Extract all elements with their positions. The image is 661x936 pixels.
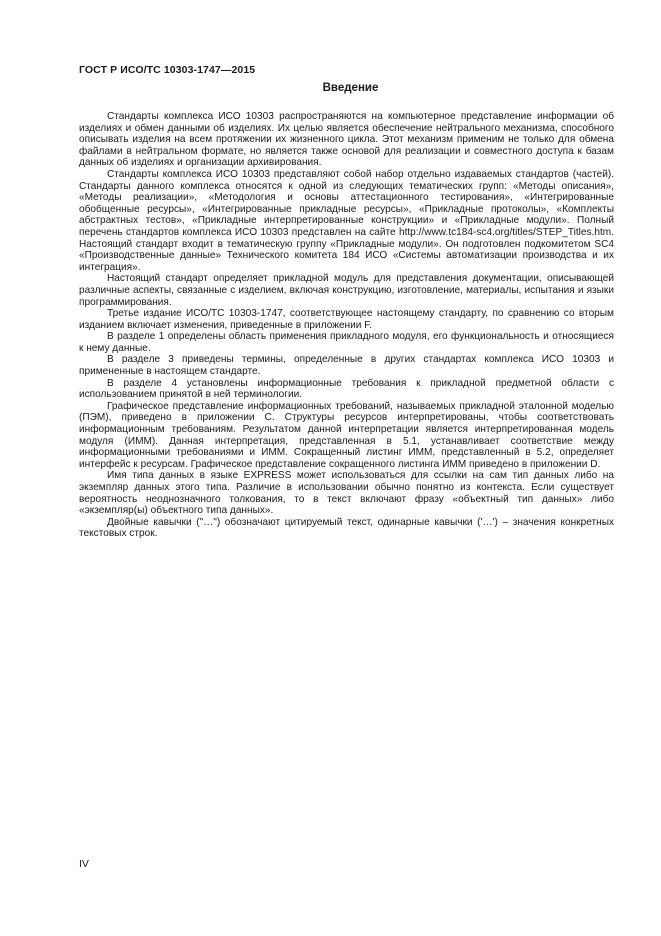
paragraph: В разделе 4 установлены информационные требования к прикладной предметной области с использованием принятой в ней терминологии. — [79, 377, 614, 401]
paragraph: Графическое представление информационных требований, называемых прикладной эталонной моделью (ПЭМ), приведено в приложении С. Структуры ресурсов интерпретированы, чтобы соответствовать информационным требованиям. Результатом данной интерпретации является интерпретированная модель модуля (ИММ). Данная интерпретация, представленная в 5.1, устанавливает соответствие между информационными требованиями и ИММ. Сокращенный листинг ИММ, представленный в 5.2, определяет интерфейс к ресурсам. Графическое представление сокращенного листинга ИММ приведено в приложении D. — [79, 400, 614, 470]
paragraph: Имя типа данных в языке EXPRESS может использоваться для ссылки на сам тип данных либо на экземпляр данных этого типа. Различие в использовании обычно понятно из контекста. Если существует вероятность неоднозначного толкования, то в текст включают фразу «объектный тип данных» либо «экземпляр(ы) объектного типа данных». — [79, 470, 614, 517]
body-text — [79, 111, 614, 540]
paragraph: В разделе 3 приведены термины, определенные в других стандартах комплекса ИСО 10303 и примененные в настоящем стандарте. — [79, 354, 614, 378]
paragraph: Стандарты комплекса ИСО 10303 распространяются на компьютерное представление информации об изделиях и обмен данными об изделиях. Их целью является обеспечение нейтрального механизма, способного описывать изделия на всем протяжении их жизненного цикла. Этот механизм применим не только для обмена файлами в нейтральном формате, но является также основой для реализации и совместного доступа к базам данных об изделиях и организации архивирования. — [79, 111, 614, 169]
paragraph: Настоящий стандарт определяет прикладной модуль для представления документации, описывающей различные аспекты, связанные с изделием, включая конструкцию, изготовление, материалы, испытания и языки программирования. — [79, 273, 614, 308]
page-number: IV — [79, 858, 89, 870]
paragraph: Двойные кавычки ("…") обозначают цитируемый текст, одинарные кавычки ('…') – значения конкретных текстовых строк. — [79, 516, 614, 540]
paragraph: Третье издание ИСО/ТС 10303-1747, соответствующее настоящему стандарту, по сравнению со вторым изданием включает изменения, приведенные в приложении F. — [79, 308, 614, 331]
document-header: ГОСТ Р ИСО/ТС 10303-1747—2015 — [79, 64, 256, 76]
paragraph: Стандарты комплекса ИСО 10303 представляют собой набор отдельно издаваемых стандартов (частей). Стандарты данного комплекса относятся к одной из следующих тематических групп: «Методы описания», «Методы реализации», «Методология и основы аттестационного тестирования», «Интегрированные обобщенные ресурсы», «Интегрированные прикладные ресурсы», «Прикладные протоколы», «Комплекты абстрактных тестов», «Прикладные интерпретированные конструкции» и «Прикладные модули». Полный перечень стандартов комплекса ИСО 10303 представлен на сайте http://www.tc184-sc4.org/titles/STEP_Titles.htm. Настоящий стандарт входит в тематическую группу «Прикладные модули». Он подготовлен подкомитетом SC4 «Производственные данные» Технического комитета 184 ИСО «Системы автоматизации производства и их интеграция». — [79, 168, 614, 273]
section-title: Введение — [322, 82, 379, 94]
paragraph: В разделе 1 определены область применения прикладного модуля, его функциональность и относящиеся к нему данные. — [79, 331, 614, 354]
